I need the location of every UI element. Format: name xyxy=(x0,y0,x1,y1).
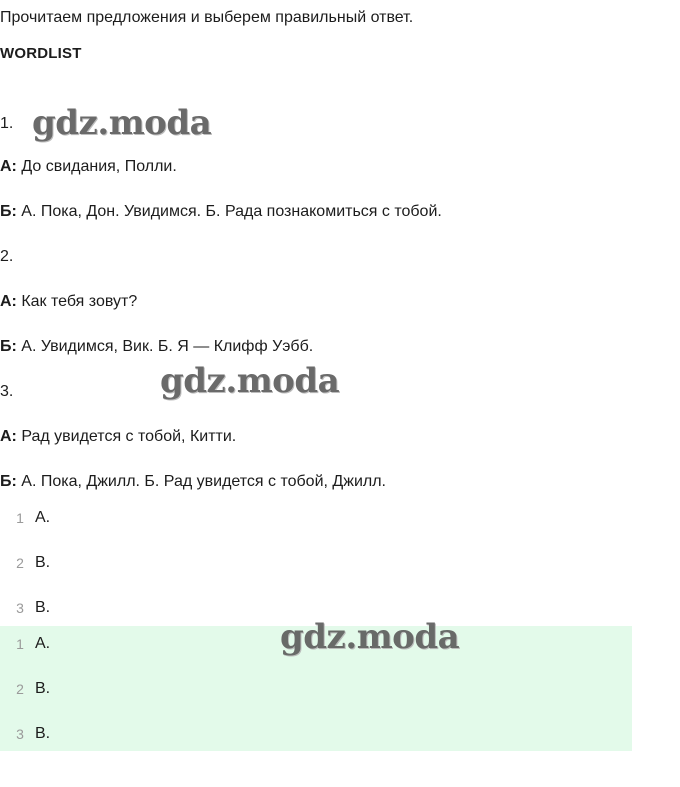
instruction-text: Прочитаем предложения и выберем правильный ответ. xyxy=(0,9,414,26)
answer-text: B. xyxy=(35,680,51,697)
dialogue-text: А. Увидимся, Вик. Б. Я — Клифф Уэбб. xyxy=(16,338,314,355)
answer-text: A. xyxy=(35,635,51,652)
item-number: 3. xyxy=(0,383,14,400)
answer-text: A. xyxy=(35,509,51,526)
dialogue-line-b xyxy=(0,337,313,357)
watermark-logo: gdz.moda xyxy=(160,361,340,401)
line-number: 3 xyxy=(16,726,24,742)
speaker-label: Б: xyxy=(0,338,17,355)
dialogue-text: А. Пока, Джилл. Б. Рад увидется с тобой, Джилл. xyxy=(16,473,386,490)
speaker-label: А: xyxy=(0,293,17,310)
watermark-logo: gdz.moda xyxy=(280,617,460,657)
line-number: 2 xyxy=(16,681,24,697)
line-number: 3 xyxy=(16,600,24,616)
speaker-label: Б: xyxy=(0,203,17,220)
line-number: 1 xyxy=(16,510,24,526)
speaker-label: А: xyxy=(0,158,17,175)
dialogue-text: А. Пока, Дон. Увидимся. Б. Рада познакомиться с тобой. xyxy=(16,203,442,220)
item-number: 2. xyxy=(0,248,14,265)
dialogue-line-a xyxy=(0,427,236,447)
dialogue-text: До свидания, Полли. xyxy=(16,158,177,175)
item-number: 1. xyxy=(0,115,14,132)
dialogue-text: Рад увидется с тобой, Китти. xyxy=(16,428,237,445)
answer-text: B. xyxy=(35,599,51,616)
dialogue-text: Как тебя зовут? xyxy=(16,293,138,310)
line-number: 1 xyxy=(16,636,24,652)
line-number: 2 xyxy=(16,555,24,571)
dialogue-line-a xyxy=(0,157,177,177)
dialogue-line-a xyxy=(0,292,137,312)
dialogue-line-b xyxy=(0,472,386,492)
speaker-label: А: xyxy=(0,428,17,445)
answer-text: B. xyxy=(35,725,51,742)
wordlist-heading: WORDLIST xyxy=(0,45,82,62)
answer-text: B. xyxy=(35,554,51,571)
dialogue-line-b xyxy=(0,202,442,222)
speaker-label: Б: xyxy=(0,473,17,490)
watermark-logo: gdz.moda xyxy=(32,103,212,143)
